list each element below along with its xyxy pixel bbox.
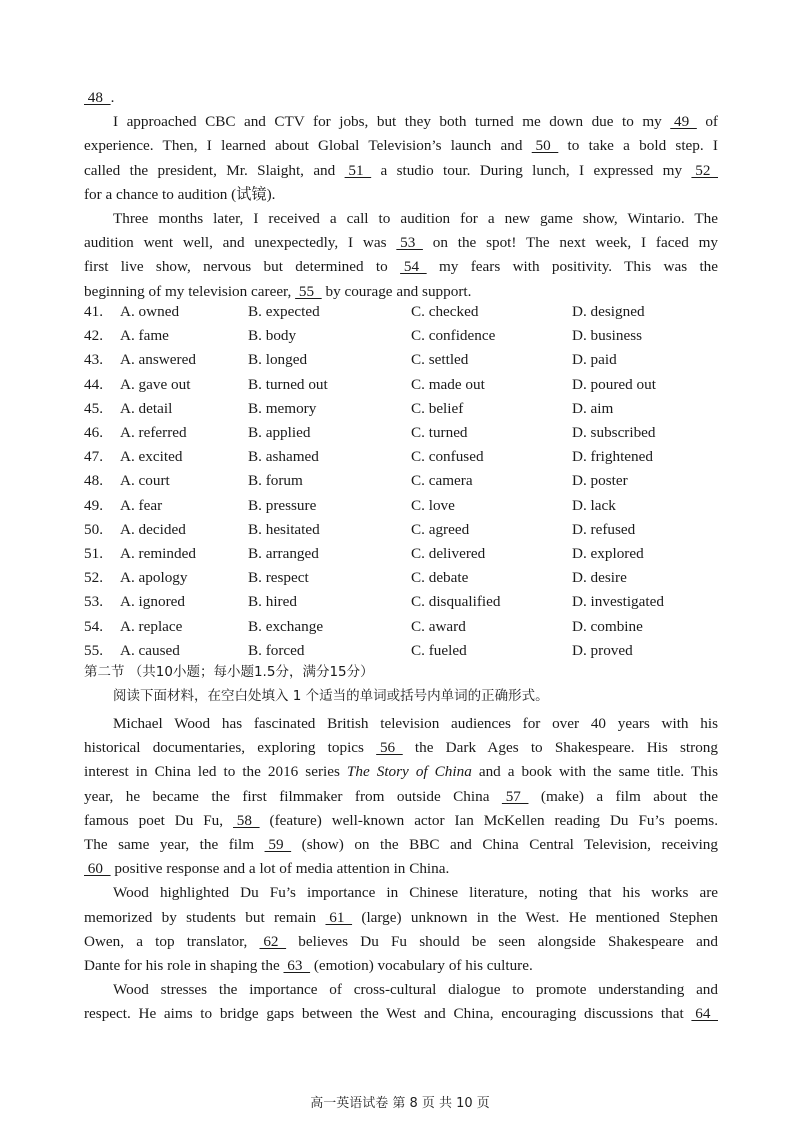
option-a[interactable]: A. answered bbox=[120, 351, 196, 369]
option-d[interactable]: D. designed bbox=[572, 303, 645, 320]
option-a[interactable]: A. reminded bbox=[120, 545, 196, 562]
option-a[interactable]: A. excited bbox=[120, 448, 183, 466]
text-segment: Wood highlighted Du Fu’s importance in Chinese literature, noting that his works are bbox=[113, 884, 718, 902]
text-segment: Dante for his role in shaping the bbox=[84, 957, 284, 974]
option-row-52 bbox=[0, 566, 800, 590]
text-segment: (show) on the BBC and China Central Television, receiving bbox=[291, 836, 718, 853]
blank-49[interactable]: 49 bbox=[670, 113, 697, 131]
text-segment: I approached CBC and CTV for jobs, but they both turned me down due to my bbox=[113, 113, 671, 131]
text-segment: for a chance to audition (试镜). bbox=[84, 185, 276, 203]
question-number: 43. bbox=[84, 351, 103, 369]
text-segment: famous poet Du Fu, bbox=[84, 811, 233, 829]
text-segment: interest in China led to the 2016 series bbox=[84, 763, 347, 781]
option-c[interactable]: C. debate bbox=[411, 569, 469, 587]
text-segment: of bbox=[696, 113, 718, 131]
option-row-41 bbox=[0, 300, 800, 324]
text-segment: . bbox=[110, 89, 115, 106]
option-row-42 bbox=[0, 324, 800, 348]
option-b[interactable]: B. memory bbox=[248, 399, 317, 417]
option-c[interactable]: C. delivered bbox=[411, 545, 486, 562]
blank-52[interactable]: 52 bbox=[691, 161, 718, 179]
option-row-44 bbox=[0, 373, 800, 397]
text-segment: by courage and support. bbox=[321, 282, 472, 300]
text-line bbox=[84, 86, 718, 110]
blank-56[interactable]: 56 bbox=[376, 739, 403, 757]
blank-60[interactable]: 60 bbox=[84, 860, 111, 878]
option-a[interactable]: A. detail bbox=[120, 399, 173, 417]
text-segment: year, he became the first filmmaker from outside China bbox=[84, 787, 502, 805]
option-d[interactable]: D. frightened bbox=[572, 448, 653, 466]
option-d[interactable]: D. combine bbox=[572, 617, 643, 635]
option-row-51 bbox=[0, 542, 800, 566]
question-number: 53. bbox=[84, 593, 103, 611]
text-segment: memorized by students but remain bbox=[84, 908, 326, 926]
option-a[interactable]: A. fear bbox=[120, 496, 163, 514]
option-a[interactable]: A. replace bbox=[120, 617, 183, 635]
option-b[interactable]: B. hired bbox=[248, 593, 297, 611]
option-b[interactable]: B. respect bbox=[248, 569, 309, 587]
option-b[interactable]: B. pressure bbox=[248, 496, 317, 514]
option-row-49 bbox=[0, 494, 800, 518]
section-heading: 第二节 （共10小题；每小题1.5分，满分15分） bbox=[84, 664, 374, 680]
text-line bbox=[84, 255, 718, 279]
text-segment: and a book with the same title. This bbox=[471, 763, 718, 781]
option-b[interactable]: B. ashamed bbox=[248, 448, 319, 466]
option-c[interactable]: C. camera bbox=[411, 472, 473, 490]
option-c[interactable]: C. settled bbox=[411, 351, 469, 369]
option-a[interactable]: A. caused bbox=[120, 641, 180, 659]
option-row-53 bbox=[0, 590, 800, 614]
option-row-48 bbox=[0, 469, 800, 493]
blank-62[interactable]: 62 bbox=[259, 932, 287, 950]
blank-50[interactable]: 50 bbox=[531, 137, 559, 155]
option-row-54 bbox=[0, 615, 800, 639]
blank-51[interactable]: 51 bbox=[344, 161, 372, 179]
question-number: 45. bbox=[84, 399, 103, 417]
question-number: 54. bbox=[84, 617, 103, 635]
option-row-45 bbox=[0, 397, 800, 421]
text-segment: The same year, the film bbox=[84, 836, 265, 853]
blank-48[interactable]: 48 bbox=[84, 89, 111, 106]
text-segment: historical documentaries, exploring topics bbox=[84, 739, 377, 757]
text-segment: Michael Wood has fascinated British television audiences for over 40 years with his bbox=[113, 715, 718, 732]
option-c[interactable]: C. turned bbox=[411, 424, 468, 441]
question-number: 42. bbox=[84, 327, 103, 345]
option-d[interactable]: D. explored bbox=[572, 545, 644, 562]
title-italic: The Story of China bbox=[346, 763, 472, 781]
option-b[interactable]: B. turned out bbox=[248, 375, 328, 393]
question-number: 51. bbox=[84, 545, 103, 562]
text-line bbox=[84, 231, 718, 255]
text-line bbox=[113, 978, 718, 1002]
blank-57[interactable]: 57 bbox=[501, 787, 529, 805]
option-a[interactable]: A. fame bbox=[120, 327, 169, 345]
text-line bbox=[84, 134, 718, 158]
text-segment: to take a bold step. I bbox=[558, 137, 718, 155]
option-c[interactable]: C. disqualified bbox=[411, 593, 501, 611]
text-line bbox=[84, 833, 718, 857]
option-d[interactable]: D. investigated bbox=[572, 593, 664, 611]
text-segment: called the president, Mr. Slaight, and bbox=[84, 161, 345, 179]
text-line bbox=[84, 954, 718, 978]
option-d[interactable]: D. lack bbox=[572, 496, 616, 514]
option-b[interactable]: B. applied bbox=[248, 424, 311, 441]
option-row-46 bbox=[0, 421, 800, 445]
option-d[interactable]: D. poster bbox=[572, 472, 628, 490]
text-line bbox=[84, 159, 718, 183]
option-b[interactable]: B. expected bbox=[248, 303, 320, 320]
question-number: 47. bbox=[84, 448, 103, 466]
option-row-43 bbox=[0, 348, 800, 372]
option-b[interactable]: B. arranged bbox=[248, 545, 319, 562]
option-c[interactable]: C. confidence bbox=[411, 327, 496, 345]
text-segment: (emotion) vocabulary of his culture. bbox=[310, 957, 533, 974]
option-b[interactable]: B. forum bbox=[248, 472, 303, 490]
option-c[interactable]: C. award bbox=[411, 617, 466, 635]
text-line bbox=[84, 760, 718, 784]
option-b[interactable]: B. longed bbox=[248, 351, 308, 369]
option-b[interactable]: B. exchange bbox=[248, 617, 324, 635]
blank-59[interactable]: 59 bbox=[264, 836, 292, 853]
text-line bbox=[84, 785, 718, 809]
question-number: 55. bbox=[84, 641, 103, 659]
question-number: 44. bbox=[84, 375, 103, 393]
blank-61[interactable]: 61 bbox=[325, 908, 353, 926]
text-line bbox=[84, 736, 718, 760]
text-line bbox=[84, 183, 718, 207]
text-line bbox=[113, 207, 718, 231]
option-c[interactable]: C. love bbox=[411, 496, 455, 514]
option-d[interactable]: D. poured out bbox=[572, 375, 656, 393]
option-d[interactable]: D. desire bbox=[572, 569, 627, 587]
text-segment: first live show, nervous but determined to bbox=[84, 258, 401, 276]
question-number: 52. bbox=[84, 569, 103, 587]
option-b[interactable]: B. forced bbox=[248, 641, 305, 659]
text-segment: my fears with positivity. This was the bbox=[426, 258, 719, 276]
text-segment: believes Du Fu should be seen alongside Shakespeare and bbox=[286, 932, 718, 950]
text-segment: respect. He aims to bridge gaps between the West and China, encouraging discussions that bbox=[84, 1005, 692, 1023]
text-segment: a studio tour. During lunch, I expressed my bbox=[371, 161, 692, 179]
text-segment: Wood stresses the importance of cross-cultural dialogue to promote understanding and bbox=[113, 981, 718, 999]
blank-55[interactable]: 55 bbox=[295, 282, 322, 300]
option-d[interactable]: D. subscribed bbox=[572, 424, 656, 441]
option-row-47 bbox=[0, 445, 800, 469]
blank-64[interactable]: 64 bbox=[691, 1005, 718, 1023]
text-segment: positive response and a lot of media attention in China. bbox=[110, 860, 450, 878]
option-d[interactable]: D. proved bbox=[572, 641, 633, 659]
text-line bbox=[84, 809, 718, 833]
text-segment: (feature) well-known actor Ian McKellen reading Du Fu’s poems. bbox=[259, 811, 718, 829]
question-number: 49. bbox=[84, 496, 103, 514]
option-c[interactable]: C. fueled bbox=[411, 641, 467, 659]
option-c[interactable]: C. checked bbox=[411, 303, 479, 320]
text-line bbox=[84, 1002, 718, 1026]
option-a[interactable]: A. ignored bbox=[120, 593, 185, 611]
option-a[interactable]: A. referred bbox=[120, 424, 187, 441]
text-line bbox=[113, 881, 718, 905]
text-segment: the Dark Ages to Shakespeare. His strong bbox=[402, 739, 718, 757]
question-number: 48. bbox=[84, 472, 103, 490]
text-segment: experience. Then, I learned about Global Television’s launch and bbox=[84, 137, 532, 155]
text-line bbox=[113, 712, 718, 736]
blank-58[interactable]: 58 bbox=[233, 811, 260, 829]
option-a[interactable]: A. owned bbox=[120, 303, 180, 320]
text-segment: on the spot! The next week, I faced my bbox=[422, 234, 719, 252]
text-segment: Owen, a top translator, bbox=[84, 932, 260, 950]
text-segment: (large) unknown in the West. He mentioned Stephen bbox=[352, 908, 718, 926]
option-b[interactable]: B. hesitated bbox=[248, 520, 320, 538]
blank-53[interactable]: 53 bbox=[396, 234, 423, 252]
question-number: 50. bbox=[84, 520, 103, 538]
text-line bbox=[84, 857, 718, 881]
option-a[interactable]: A. apology bbox=[120, 569, 188, 587]
option-d[interactable]: D. paid bbox=[572, 351, 617, 369]
text-segment: audition went well, and unexpectedly, I was bbox=[84, 234, 397, 252]
option-c[interactable]: C. agreed bbox=[411, 520, 470, 538]
text-segment: (make) a film about the bbox=[528, 787, 718, 805]
text-line bbox=[113, 110, 718, 134]
option-b[interactable]: B. body bbox=[248, 327, 297, 345]
option-a[interactable]: A. gave out bbox=[120, 375, 191, 393]
text-segment: beginning of my television career, bbox=[84, 282, 296, 300]
option-d[interactable]: D. aim bbox=[572, 399, 614, 417]
option-c[interactable]: C. confused bbox=[411, 448, 484, 466]
question-number: 41. bbox=[84, 303, 103, 320]
option-d[interactable]: D. business bbox=[572, 327, 643, 345]
option-a[interactable]: A. decided bbox=[120, 520, 186, 538]
text-segment: Three months later, I received a call to audition for a new game show, Wintario. The bbox=[113, 210, 718, 227]
option-d[interactable]: D. refused bbox=[572, 520, 636, 538]
section-instruction: 阅读下面材料，在空白处填入 1 个适当的单词或括号内单词的正确形式。 bbox=[113, 688, 549, 704]
question-number: 46. bbox=[84, 424, 103, 441]
blank-63[interactable]: 63 bbox=[283, 957, 311, 974]
option-c[interactable]: C. belief bbox=[411, 399, 464, 417]
option-c[interactable]: C. made out bbox=[411, 375, 485, 393]
option-a[interactable]: A. court bbox=[120, 472, 170, 490]
option-row-50 bbox=[0, 518, 800, 542]
text-line bbox=[84, 906, 718, 930]
blank-54[interactable]: 54 bbox=[400, 258, 427, 276]
text-line bbox=[84, 930, 718, 954]
page-footer: 高一英语试卷 第 8 页 共 10 页 bbox=[310, 1096, 490, 1111]
